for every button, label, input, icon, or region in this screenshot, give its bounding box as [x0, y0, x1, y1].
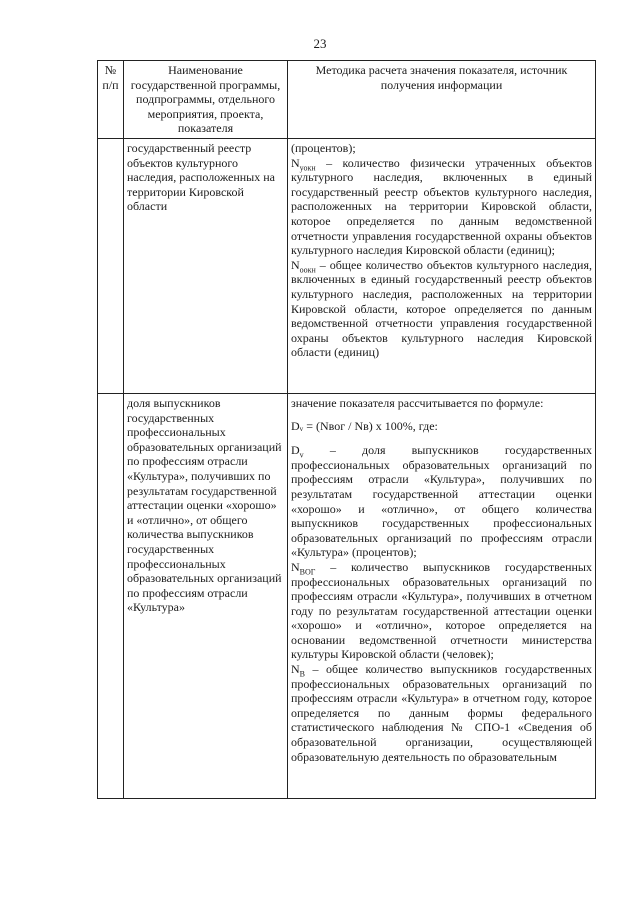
- definition-text: – общее количество выпускников государственных профессиональных образовательных организаций по профессиям отрасли «Культура» в отчетном году, которое определяется по данным формы федерального статистического наблюдения № СПО-1 «Сведения об образовательной организации, осуществляющей образовательную деятельность по образовательным: [291, 662, 592, 764]
- table-row: [98, 393, 596, 798]
- method-intro: значение показателя рассчитывается по формуле:: [291, 395, 544, 410]
- variable-subscript: В: [299, 669, 306, 679]
- header-name: Наименование государственной программы, подпрограммы, отдельного мероприятия, проекта, показателя: [124, 61, 288, 139]
- variable-subscript: ВОГ: [299, 567, 316, 577]
- definition-text: – общее количество объектов культурного наследия, включенных в единый государственный реестр объектов культурного наследия, расположенных на территории Кировской области, которое определяется по данным ведомственной отчетности управления государственной охраны объектов культурного наследия Кировской области (единиц): [291, 257, 592, 360]
- variable-subscript: уокн: [299, 162, 316, 172]
- method-paragraph: (процентов);: [291, 140, 356, 155]
- method-cell: [288, 138, 596, 393]
- table-row: [98, 138, 596, 393]
- variable-subscript: v: [299, 450, 304, 460]
- row-num-cell: [98, 393, 124, 798]
- definition-text: – количество физически утраченных объектов культурного наследия, включенных в единый государственный реестр объектов культурного наследия, расположенных на территории Кировской области, которое определяется по данным ведомственной отчетности управления государственной охраны объектов культурного наследия Кировской области (единиц);: [291, 155, 592, 258]
- variable-symbol: N: [291, 662, 300, 677]
- variable-subscript: оокн: [299, 265, 316, 275]
- header-num: № п/п: [98, 61, 124, 139]
- variable-symbol: N: [291, 559, 300, 574]
- table-header-row: [98, 61, 596, 139]
- header-method: Методика расчета значения показателя, источник получения информации: [288, 61, 596, 139]
- indicator-table: [97, 60, 596, 799]
- indicator-name: государственный реестр объектов культурного наследия, расположенных на территории Кировской области: [124, 138, 288, 393]
- page-number: 23: [313, 36, 327, 51]
- indicator-name: доля выпускников государственных профессиональных образовательных организаций по профессиям отрасли «Культура», получивших по результатам государственной аттестации оценки «хорошо» и «отлично», от общего количества выпускников государственных профессиональных образовательных организаций по профессиям отрасли «Культура»: [124, 393, 288, 798]
- variable-symbol: N: [291, 257, 300, 272]
- formula: Dᵥ = (Nвог / Nв) x 100%, где:: [291, 418, 438, 433]
- definition-dv: [291, 443, 592, 560]
- variable-symbol: D: [291, 443, 300, 458]
- definition-nvog: [291, 560, 592, 662]
- definition-text: – количество выпускников государственных профессиональных образовательных организаций по профессиям отрасли «Культура», получивших в отчетном году по результатам государственной аттестации оценки «хорошо» и «отлично», которое определяется на основании ведомственной отчетности министерства культуры Кировской области (человек);: [291, 559, 592, 662]
- definition-nv: [291, 662, 592, 764]
- definition-n-uokn: [291, 156, 592, 258]
- definition-n-ookn: [291, 258, 592, 360]
- method-cell: [288, 393, 596, 798]
- variable-symbol: N: [291, 155, 300, 170]
- row-num-cell: [98, 138, 124, 393]
- definition-text: – доля выпускников государственных профессиональных образовательных организаций по профессиям отрасли «Культура», получивших по результатам государственной аттестации оценки «хорошо» и «отлично», от общего количества выпускников государственных профессиональных образовательных организаций по профессиям отрасли «Культура» (процентов);: [291, 443, 592, 560]
